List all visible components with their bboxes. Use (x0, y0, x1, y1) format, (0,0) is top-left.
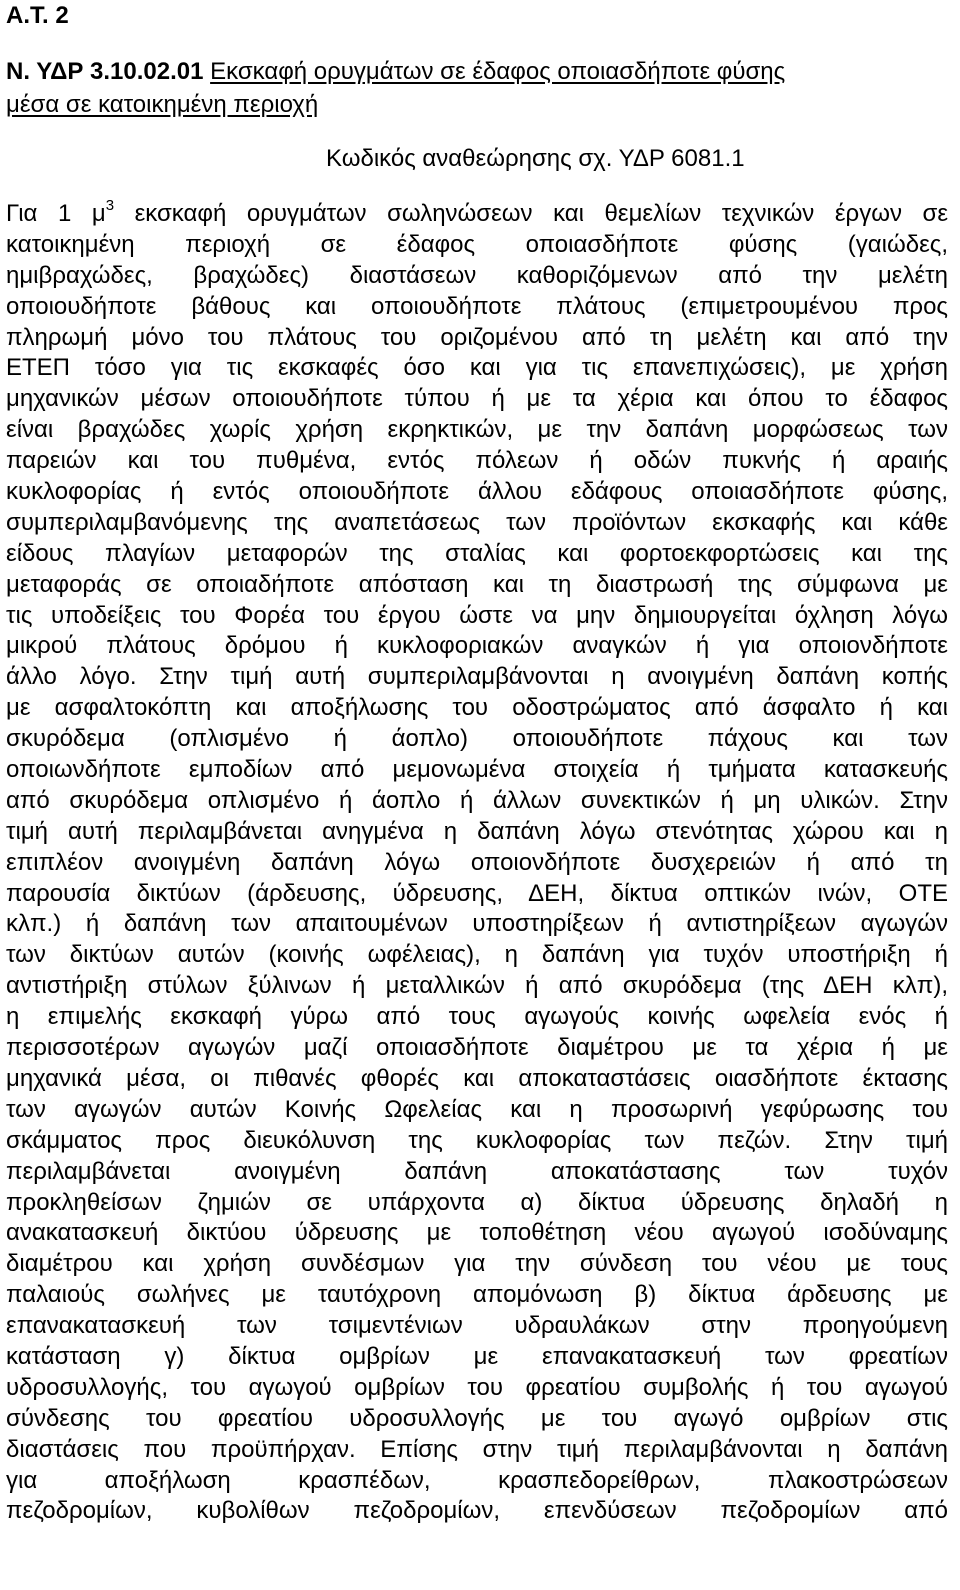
body-line: υδροσυλλογής, του αγωγού ομβρίων του φρεατίου συμβολής ή του αγωγού (6, 1373, 948, 1401)
body-line: για αποξήλωση κρασπέδων, κρασπεδορείθρων, πλακοστρώσεων (6, 1466, 948, 1494)
body-line: άλλο λόγο. Στην τιμή αυτή συμπεριλαμβάνονται η ανοιγμένη δαπάνη κοπής (6, 663, 948, 691)
body-line: κλπ.) ή δαπάνη των απαιτουμένων υποστηρίξεων ή αντιστηρίξεων αγωγών (6, 910, 948, 938)
body-line: προκληθείσων ζημιών σε υπάρχοντα α) δίκτυα ύδρευσης δηλαδή η (6, 1188, 948, 1216)
body-line: είναι βραχώδες χωρίς χρήση εκρηκτικών, με την δαπάνη μορφώσεως των (6, 416, 948, 444)
article-heading (6, 55, 785, 121)
body-line: σκάμματος προς διευκόλυνση της κυκλοφορίας των πεζών. Στην τιμή (6, 1126, 948, 1154)
body-line: μηχανικών μέσων οποιουδήποτε τύπου ή με τα χέρια και όπου το έδαφος (6, 385, 948, 413)
body-line: ΕΤΕΠ τόσο για τις εκσκαφές όσο και για τις επανεπιχώσεις), με χρήση (6, 354, 948, 382)
body-line: ανακατασκευή δικτύου ύδρευσης με τοποθέτηση νέου αγωγού ισοδύναμης (6, 1219, 948, 1247)
body-line: επιπλέον ανοιγμένη δαπάνη λόγω οποιονδήποτε δυσχερειών ή από τη (6, 848, 948, 876)
article-body (6, 199, 948, 1527)
body-line: με ασφαλτοκόπτη και αποξήλωσης του οδοστρώματος από άσφαλτο ή και (6, 694, 948, 722)
body-line: των δικτύων αυτών (κοινής ωφέλειας), η δαπάνη για τυχόν υποστήριξη ή (6, 941, 948, 969)
first-line-rest: εκσκαφή ορυγμάτων σωληνώσεων και θεμελίων τεχνικών έργων σε (114, 200, 949, 227)
body-line: των αγωγών αυτών Κοινής Ωφελείας και η προσωρινή γεφύρωσης του (6, 1095, 948, 1123)
body-line: διαστάσεις που προϋπήρχαν. Επίσης στην τιμή περιλαμβάνονται η δαπάνη (6, 1435, 948, 1463)
article-title-line-1: Εκσκαφή ορυγμάτων σε έδαφος οποιασδήποτε φύσης (210, 58, 786, 85)
body-line: μεταφοράς σε οποιαδήποτε απόσταση και τη διαστρωσή της σύμφωνα με (6, 570, 948, 598)
body-line: παρειών και του πυθμένα, εντός πόλεων ή οδών πυκνής ή αραιής (6, 447, 948, 475)
article-code: Ν. ΥΔΡ 3.10.02.01 (6, 58, 204, 85)
body-line: οποιουδήποτε βάθους και οποιουδήποτε πλάτους (επιμετρουμένου προς (6, 292, 948, 320)
body-line: σύνδεσης του φρεατίου υδροσυλλογής με του αγωγό ομβρίων στις (6, 1404, 948, 1432)
body-line: τιμή αυτή περιλαμβάνεται ανηγμένα η δαπάνη λόγω στενότητας χώρου και η (6, 817, 948, 845)
body-line: επανακατασκευή των τσιμεντένιων υδραυλάκων στην προηγούμενη (6, 1312, 948, 1340)
article-number: Α.Τ. 2 (6, 2, 69, 29)
first-line-prefix: Για 1 μ (6, 200, 106, 227)
body-line: κατοικημένη περιοχή σε έδαφος οποιασδήποτε φύσης (γαιώδες, (6, 230, 948, 258)
body-line: κατάσταση γ) δίκτυα ομβρίων με επανακατασκευή των φρεατίων (6, 1342, 948, 1370)
body-line: τις υποδείξεις του Φορέα του έργου ώστε να μην δημιουργείται όχληση λόγω (6, 601, 948, 629)
revision-code: Κωδικός αναθεώρησης σχ. ΥΔΡ 6081.1 (326, 145, 745, 172)
body-line: κυκλοφορίας ή εντός οποιουδήποτε άλλου εδάφους οποιασδήποτε φύσης, (6, 478, 948, 506)
body-line: παλαιούς σωλήνες με ταυτόχρονη απομόνωση β) δίκτυα άρδευσης με (6, 1281, 948, 1309)
body-line: αντιστήριξη στύλων ξύλινων ή μεταλλικών ή από σκυρόδεμα (της ΔΕΗ κλπ), (6, 972, 948, 1000)
body-line (6, 199, 948, 230)
body-line: από σκυρόδεμα οπλισμένο ή άοπλο ή άλλων συνεκτικών ή μη υλικών. Στην (6, 786, 948, 814)
body-line: συμπεριλαμβανόμενης της αναπετάσεως των προϊόντων εκσκαφής και κάθε (6, 508, 948, 536)
body-line: μικρού πλάτους δρόμου ή κυκλοφοριακών αναγκών ή για οποιονδήποτε (6, 632, 948, 660)
body-line: σκυρόδεμα (οπλισμένο ή άοπλο) οποιουδήποτε πάχους και των (6, 725, 948, 753)
article-title-line-2: μέσα σε κατοικημένη περιοχή (6, 91, 319, 118)
body-line: οποιωνδήποτε εμποδίων από μεμονωμένα στοιχεία ή τμήματα κατασκευής (6, 756, 948, 784)
body-line: πληρωμή μόνο του πλάτους του οριζομένου από τη μελέτη και από την (6, 323, 948, 351)
body-line: η επιμελής εκσκαφή γύρω από τους αγωγούς κοινής ωφελεία ενός ή (6, 1003, 948, 1031)
body-line: ημιβραχώδες, βραχώδες) διαστάσεων καθοριζόμενων από την μελέτη (6, 261, 948, 289)
body-line: περισσοτέρων αγωγών μαζί οποιασδήποτε διαμέτρου με τα χέρια ή με (6, 1034, 948, 1062)
body-line: παρουσία δικτύων (άρδευσης, ύδρευσης, ΔΕΗ, δίκτυα οπτικών ινών, ΟΤΕ (6, 879, 948, 907)
heading-line-2 (6, 88, 785, 121)
body-line: είδους πλαγίων μεταφορών της σταλίας και φορτοεκφορτώσεις και της (6, 539, 948, 567)
body-line: μηχανικά μέσα, οι πιθανές φθορές και αποκαταστάσεις οιασδήποτε έκτασης (6, 1064, 948, 1092)
body-line: περιλαμβάνεται ανοιγμένη δαπάνη αποκατάστασης των τυχόν (6, 1157, 948, 1185)
heading-line-1 (6, 55, 785, 88)
superscript-exponent: 3 (105, 197, 115, 214)
body-line: πεζοδρομίων, κυβολίθων πεζοδρομίων, επενδύσεων πεζοδρομίων από (6, 1497, 948, 1525)
body-line: διαμέτρου και χρήση συνδέσμων για την σύνδεση του νέου με τους (6, 1250, 948, 1278)
